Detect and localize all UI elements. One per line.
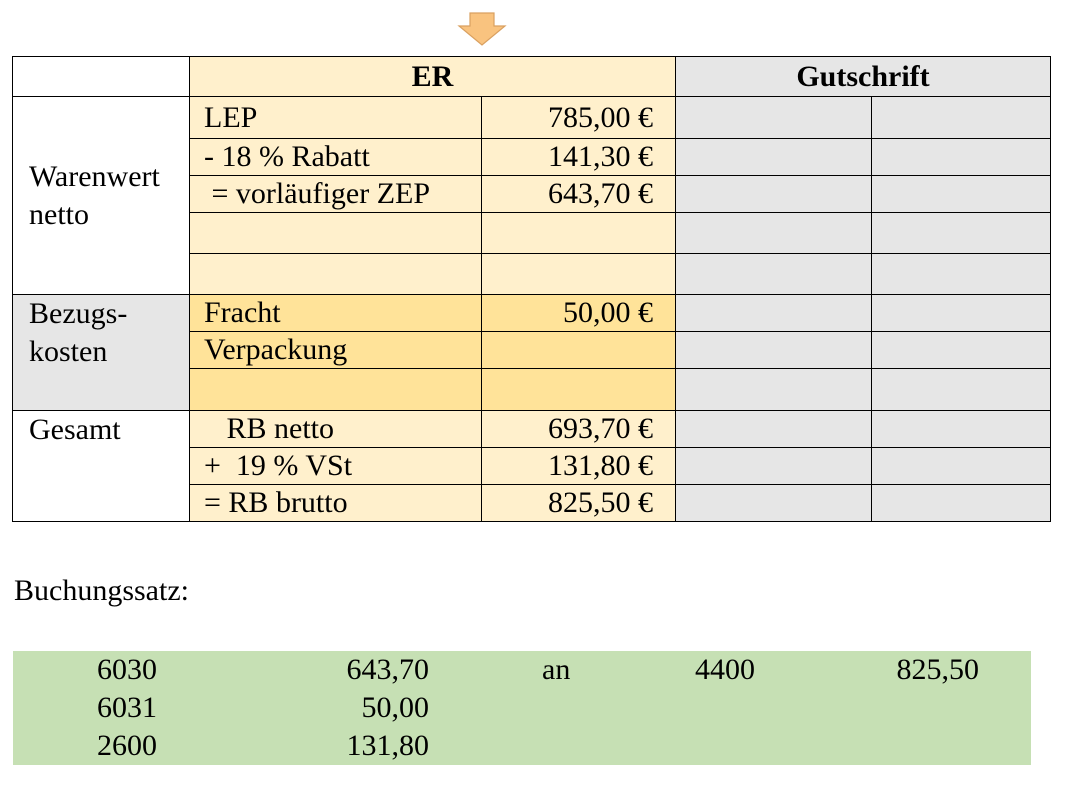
booking-entry bbox=[13, 651, 1031, 765]
group-label-line: Warenwert bbox=[29, 160, 160, 193]
row-label: Fracht bbox=[190, 295, 482, 332]
gutschrift-cell bbox=[872, 332, 1051, 369]
group-label-bezugskosten bbox=[13, 295, 190, 411]
debit-account: 6031 bbox=[97, 691, 157, 724]
row-value: 785,00 € bbox=[482, 97, 676, 139]
row-label: RB netto bbox=[190, 411, 482, 448]
gutschrift-cell bbox=[872, 448, 1051, 485]
gutschrift-cell bbox=[676, 139, 872, 176]
gutschrift-cell bbox=[872, 485, 1051, 522]
row-value: 825,50 € bbox=[482, 485, 676, 522]
group-label-gesamt: Gesamt bbox=[13, 411, 190, 522]
row-label: = RB brutto bbox=[190, 485, 482, 522]
header-empty-cell bbox=[13, 57, 190, 97]
gutschrift-cell bbox=[676, 97, 872, 139]
group-label-line: netto bbox=[29, 197, 89, 231]
gutschrift-cell bbox=[676, 411, 872, 448]
row-label bbox=[190, 213, 482, 254]
debit-account: 6030 bbox=[97, 653, 157, 686]
row-value: 693,70 € bbox=[482, 411, 676, 448]
gutschrift-cell bbox=[676, 213, 872, 254]
row-label bbox=[190, 254, 482, 295]
credit-amount: 825,50 bbox=[896, 653, 979, 686]
gutschrift-cell bbox=[676, 254, 872, 295]
row-value: 643,70 € bbox=[482, 176, 676, 213]
row-value bbox=[482, 332, 676, 369]
gutschrift-cell bbox=[676, 369, 872, 411]
gutschrift-cell bbox=[872, 97, 1051, 139]
credit-account: 4400 bbox=[695, 653, 755, 686]
row-label: + 19 % VSt bbox=[190, 448, 482, 485]
group-label-line: Bezugs- bbox=[29, 297, 128, 330]
down-arrow-icon bbox=[457, 12, 507, 46]
booking-title: Buchungssatz: bbox=[14, 574, 189, 607]
row-value bbox=[482, 369, 676, 411]
row-value bbox=[482, 254, 676, 295]
header-er: ER bbox=[190, 57, 676, 97]
gutschrift-cell bbox=[872, 254, 1051, 295]
gutschrift-cell bbox=[676, 295, 872, 332]
gutschrift-cell bbox=[872, 369, 1051, 411]
row-label: = vorläufiger ZEP bbox=[190, 176, 482, 213]
debit-amount: 131,80 bbox=[346, 729, 429, 762]
gutschrift-cell bbox=[676, 332, 872, 369]
gutschrift-cell bbox=[872, 411, 1051, 448]
row-value: 50,00 € bbox=[482, 295, 676, 332]
table-row bbox=[13, 411, 1051, 448]
gutschrift-cell bbox=[872, 295, 1051, 332]
debit-amount: 50,00 bbox=[361, 691, 429, 724]
row-value bbox=[482, 213, 676, 254]
table-row bbox=[13, 295, 1051, 332]
table-header-row bbox=[13, 57, 1051, 97]
row-label: - 18 % Rabatt bbox=[190, 139, 482, 176]
table-row bbox=[13, 97, 1051, 139]
debit-amount: 643,70 bbox=[346, 653, 429, 686]
calculation-table bbox=[12, 56, 1051, 522]
gutschrift-cell bbox=[676, 448, 872, 485]
row-value: 131,80 € bbox=[482, 448, 676, 485]
group-label-warenwert bbox=[13, 97, 190, 295]
gutschrift-cell bbox=[872, 213, 1051, 254]
gutschrift-cell bbox=[676, 176, 872, 213]
row-label: LEP bbox=[190, 97, 482, 139]
gutschrift-cell bbox=[872, 176, 1051, 213]
group-label-line: kosten bbox=[29, 334, 108, 368]
gutschrift-cell bbox=[676, 485, 872, 522]
debit-account: 2600 bbox=[97, 729, 157, 762]
row-label bbox=[190, 369, 482, 411]
booking-connector: an bbox=[542, 653, 571, 686]
row-label: Verpackung bbox=[190, 332, 482, 369]
row-value: 141,30 € bbox=[482, 139, 676, 176]
gutschrift-cell bbox=[872, 139, 1051, 176]
header-gutschrift: Gutschrift bbox=[676, 57, 1051, 97]
